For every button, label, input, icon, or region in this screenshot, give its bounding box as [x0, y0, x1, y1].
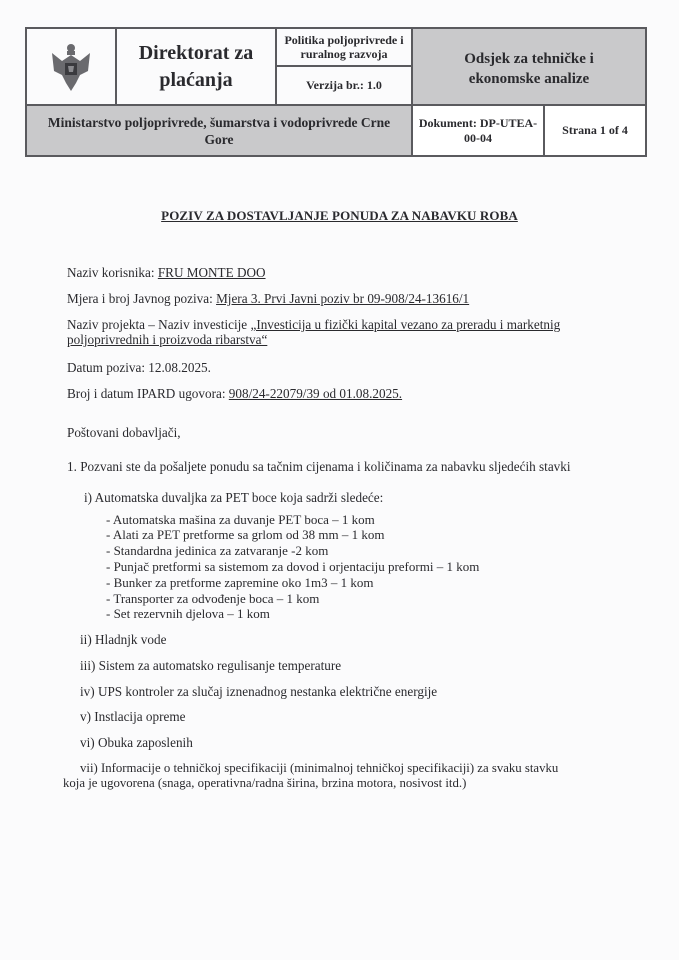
department-cell: [413, 29, 645, 104]
measure-value: Mjera 3. Prvi Javni poziv br 09-908/24-13616/1: [216, 291, 470, 306]
project-field: [67, 317, 560, 333]
sub-item: - Alati za PET pretforme sa grlom od 38 mm – 1 kom: [106, 527, 385, 542]
item-ii: ii) Hladnjk vode: [80, 632, 167, 647]
item-v: v) Instlacija opreme: [80, 709, 186, 724]
ipard-contract-field: [67, 386, 402, 402]
document-id-line1: Dokument: DP-UTEA-: [418, 115, 538, 130]
measure-field: [67, 291, 469, 307]
greeting: Poštovani dobavljači,: [67, 425, 181, 440]
ministry-line1: Ministarstvo poljoprivrede, šumarstva i vodoprivrede Crne: [47, 114, 391, 130]
policy-cell: [277, 29, 413, 67]
logo-cell: [27, 29, 117, 104]
organization-line1: Direktorat za: [138, 41, 254, 64]
ipard-label: Broj i datum IPARD ugovora:: [67, 386, 229, 401]
document-header-table: [25, 27, 647, 157]
item-vii-line1: vii) Informacije o tehničkoj specifikaciji (minimalnoj tehničkoj specifikaciji) za svaku stavku: [80, 761, 559, 775]
sub-item: - Automatska mašina za duvanje PET boca – 1 kom: [106, 512, 375, 527]
policy-line1: Politika poljoprivrede i: [284, 33, 404, 47]
document-title: POZIV ZA DOSTAVLJANJE PONUDA ZA NABAVKU ROBA: [161, 208, 518, 223]
page-number-cell: [545, 104, 645, 155]
sub-item: - Punjač pretformi sa sistemom za dovod i orjentaciju preformi – 1 kom: [106, 559, 480, 574]
item-vi: vi) Obuka zaposlenih: [80, 735, 193, 750]
measure-label: Mjera i broj Javnog poziva:: [67, 291, 217, 306]
organization-name: [117, 29, 277, 104]
document-id-cell: [413, 104, 545, 155]
department-line2: ekonomske analize: [468, 70, 590, 87]
project-value-line2: poljoprivrednih i proizvoda ribarstva“: [67, 332, 268, 347]
project-label: Naziv projekta – Naziv investicije: [67, 317, 251, 332]
coat-of-arms-icon: [48, 41, 94, 93]
item-iv: iv) UPS kontroler za slučaj iznenadnog nestanka električne energije: [80, 684, 438, 699]
ipard-value: 908/24-22079/39 od 01.08.2025.: [228, 386, 403, 401]
department-line1: Odsjek za tehničke i: [464, 50, 594, 67]
version-cell: [277, 67, 413, 104]
ministry-cell: [27, 104, 413, 155]
item-iii: iii) Sistem za automatsko regulisanje temperature: [80, 658, 342, 673]
version-text: Verzija br.: 1.0: [306, 78, 382, 92]
document-id-line2: 00-04: [464, 130, 492, 145]
beneficiary-field: [67, 265, 266, 281]
sub-item: - Standardna jedinica za zatvaranje -2 kom: [106, 543, 329, 558]
invitation-date: Datum poziva: 12.08.2025.: [67, 360, 211, 375]
sub-item: - Bunker za pretforme zapremine oko 1m3 – 1 kom: [106, 575, 374, 590]
beneficiary-value: FRU MONTE DOO: [157, 265, 266, 280]
item-i: i) Automatska duvaljka za PET boce koja sadrži sledeće:: [84, 490, 384, 505]
project-value-line1: „Investicija u fizički kapital vezano za preradu i marketnig: [250, 317, 561, 332]
organization-line2: plaćanja: [159, 68, 233, 91]
point-1: 1. Pozvani ste da pošaljete ponudu sa tačnim cijenama i količinama za nabavku sljedećih stavki: [67, 459, 571, 474]
sub-item: - Transporter za odvođenje boca – 1 kom: [106, 591, 320, 606]
item-vii-line2: koja je ugovorena (snaga, operativna/radna širina, brzina motora, nosivost itd.): [63, 776, 467, 790]
policy-line2: ruralnog razvoja: [300, 47, 388, 61]
ministry-line2: Gore: [204, 131, 234, 147]
page-number: Strana 1 of 4: [562, 123, 628, 137]
beneficiary-label: Naziv korisnika:: [67, 265, 158, 280]
sub-item: - Set rezervnih djelova – 1 kom: [106, 606, 270, 621]
